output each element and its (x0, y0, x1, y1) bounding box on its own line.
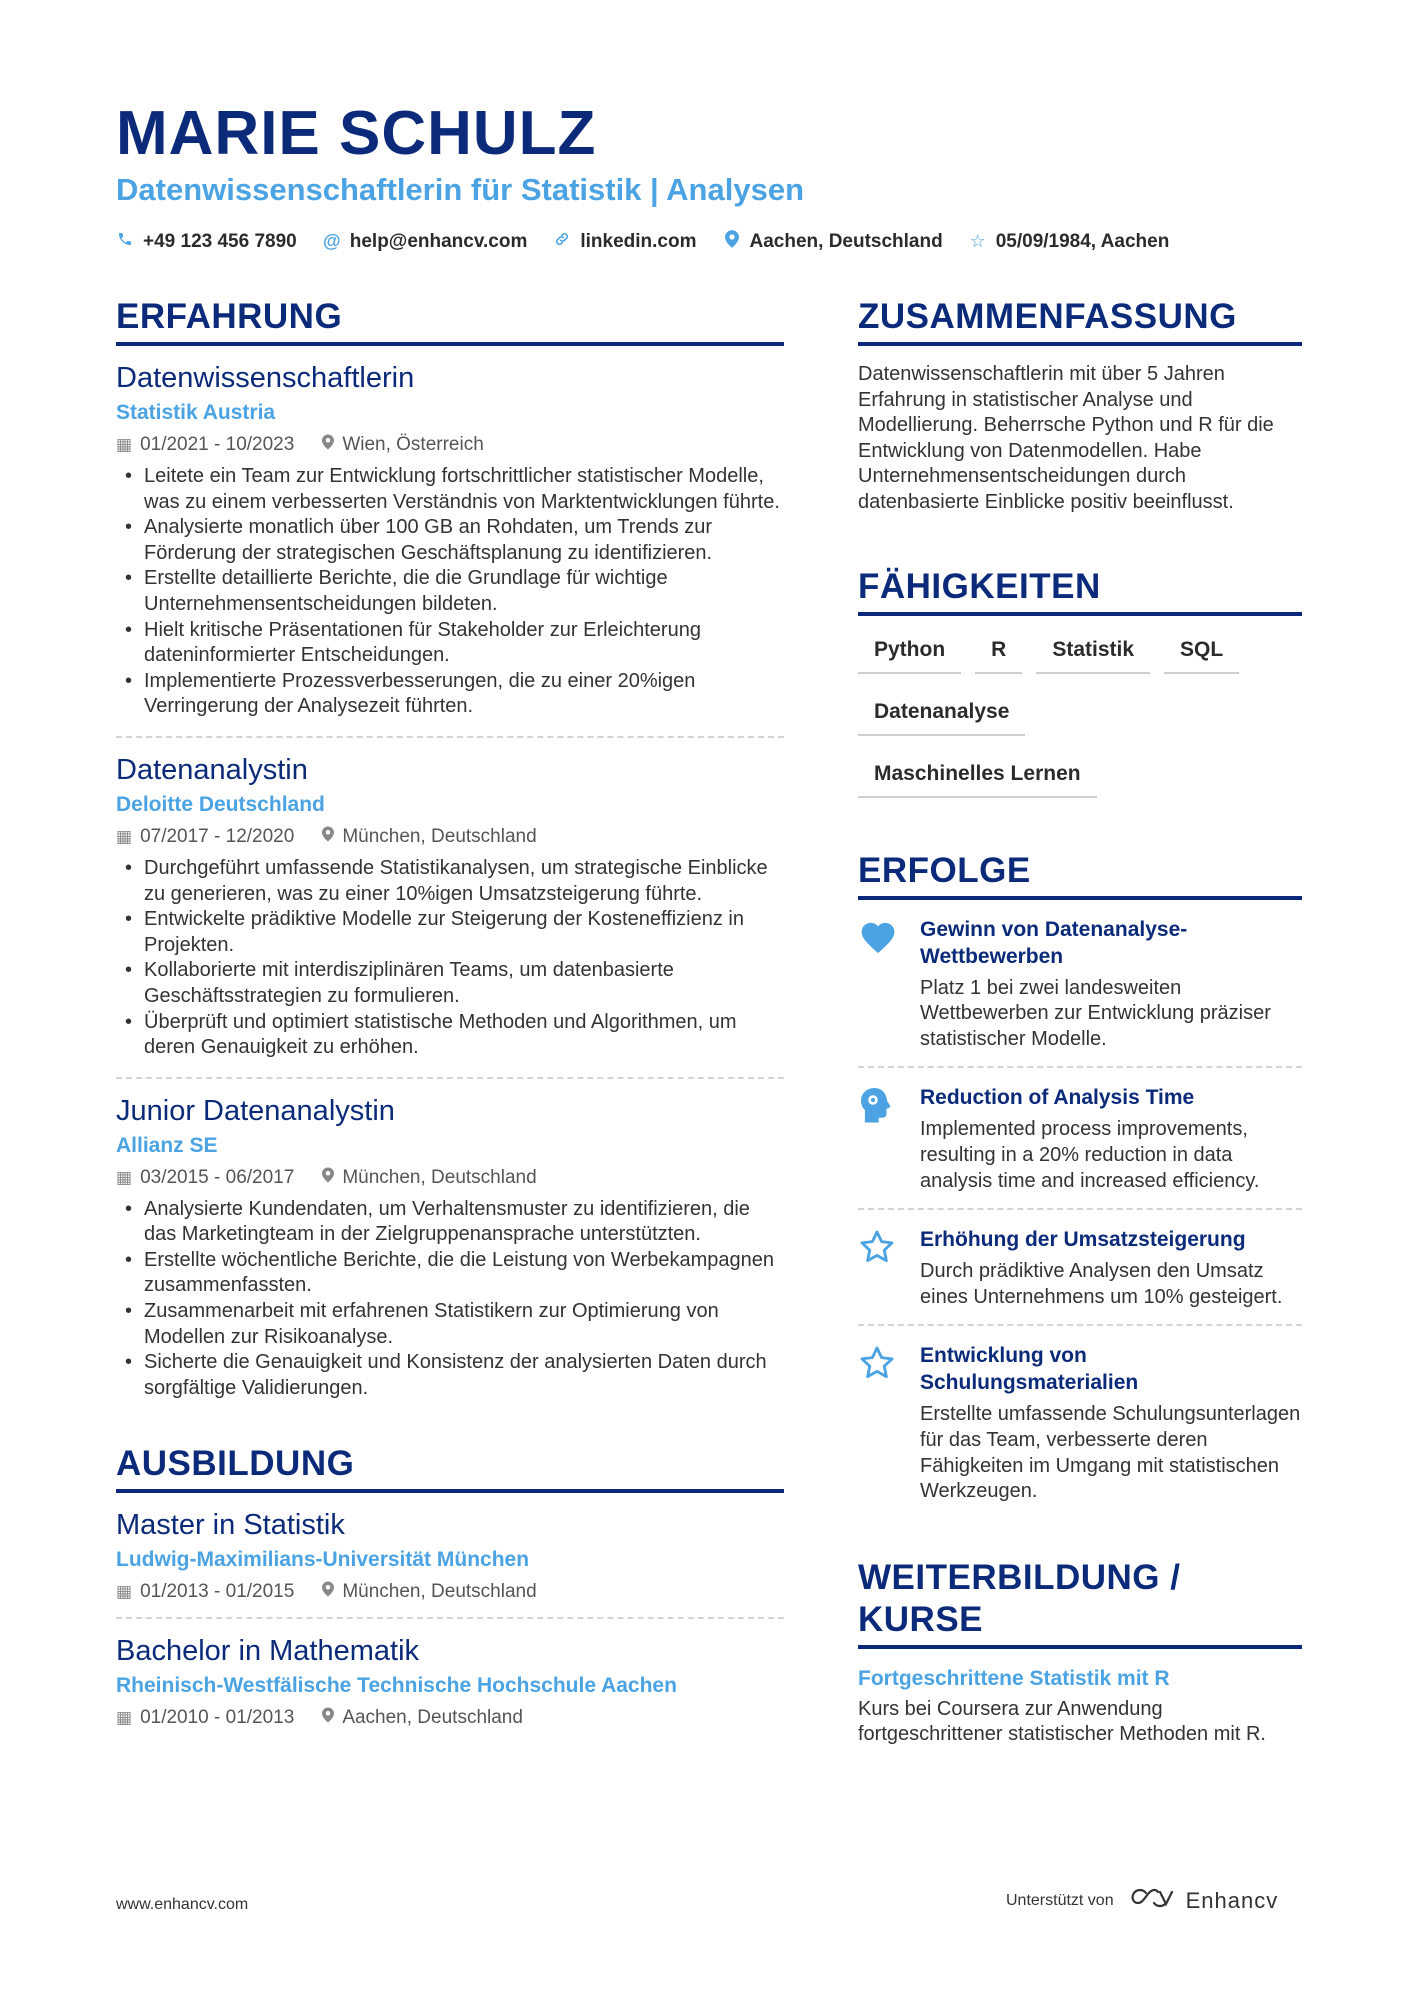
star-outline-icon (858, 1226, 902, 1310)
footer-website[interactable]: www.enhancv.com (116, 1896, 249, 1913)
star-icon: ☆ (969, 231, 986, 251)
achievement-desc: Platz 1 bei zwei landesweiten Wettbewerben zur Entwicklung präziser statistischer Modelle. (920, 976, 1271, 1050)
contact-bar (116, 230, 1169, 253)
heart-icon (858, 916, 902, 1053)
link-icon (553, 231, 571, 252)
enhancv-logo-icon (1126, 1886, 1174, 1915)
education-dates: 01/2010 - 01/2013 (140, 1707, 295, 1729)
location-pin-icon (322, 1705, 334, 1731)
experience-section-title: ERFAHRUNG (116, 296, 784, 346)
head-brain-icon (858, 1084, 902, 1194)
achievement-title: Gewinn von Datenanalyse-Wettbewerben (920, 917, 1188, 968)
job-location: München, Deutschland (342, 825, 537, 847)
achievement-desc: Implemented process improvements, resulting in a 20% reduction in data analysis time and increased efficiency. (920, 1118, 1260, 1192)
achievement-title: Reduction of Analysis Time (920, 1086, 1195, 1110)
education-entry (116, 1619, 784, 1743)
candidate-headline: Datenwissenschaftlerin für Statistik | Analysen (116, 172, 805, 207)
education-dates: 01/2013 - 01/2015 (140, 1581, 295, 1603)
achievement-desc: Durch prädiktive Analysen den Umsatz eines Unternehmens um 10% gesteigert. (920, 1260, 1283, 1308)
achievement-item (858, 1210, 1302, 1326)
star-outline-icon (858, 1342, 902, 1504)
education-location: Aachen, Deutschland (342, 1707, 523, 1729)
school-name: Ludwig-Maximilians-Universität München (116, 1548, 530, 1572)
bullet-item: • Entwickelte prädiktive Modelle zur Steigerung der Kosteneffizienz in Projekten. (116, 907, 784, 958)
achievement-item (858, 1068, 1302, 1210)
at-icon: @ (322, 231, 341, 251)
brand-name: Enhancv (1185, 1887, 1279, 1913)
bullet-item: • Erstellte wöchentliche Berichte, die die Leistung von Werbekampagnen zusammenfassten. (116, 1248, 784, 1299)
job-title: Datenanalystin (116, 753, 308, 786)
degree-title: Bachelor in Mathematik (116, 1635, 420, 1668)
location-pin-icon (322, 824, 334, 850)
calendar-icon: ▦ (116, 826, 133, 846)
course-title: Fortgeschrittene Statistik mit R (858, 1666, 1170, 1690)
education-location: München, Deutschland (342, 1581, 537, 1603)
bullet-item: • Analysierte monatlich über 100 GB an Rohdaten, um Trends zur Förderung der strategischen Geschäftsplanung zu identifizieren. (116, 515, 784, 566)
contact-email[interactable] (323, 230, 528, 253)
location-pin-icon (322, 1579, 334, 1605)
bullet-item: • Zusammenarbeit mit erfahrenen Statistikern zur Optimierung von Modellen zur Risikoanalyse. (116, 1299, 784, 1350)
summary-text: Datenwissenschaftlerin mit über 5 Jahren Erfahrung in statistischer Analyse und Modellierung. Beherrsche Python und R für die Entwicklung von Datenmodellen. Habe Unternehmensentscheidungen durch datenbasierte Einblicke positiv beeinflusst. (858, 363, 1274, 513)
achievements-section-title: ERFOLGE (858, 850, 1302, 900)
right-column (858, 296, 1302, 1748)
job-bullets (116, 1197, 784, 1402)
calendar-icon: ▦ (116, 1582, 133, 1602)
contact-linkedin[interactable] (553, 230, 696, 253)
skill-tag: R (975, 634, 1022, 674)
experience-entry (116, 1079, 784, 1418)
skills-section-title: FÄHIGKEITEN (858, 566, 1302, 616)
job-dates: 01/2021 - 10/2023 (140, 434, 295, 455)
calendar-icon: ▦ (116, 1708, 133, 1728)
contact-phone[interactable] (116, 230, 297, 253)
contact-birth-text: 05/09/1984, Aachen (995, 230, 1170, 252)
bullet-item: • Implementierte Prozessverbesserungen, die zu einer 20%igen Verringerung der Analysezeit führten. (116, 669, 784, 720)
job-title: Junior Datenanalystin (116, 1094, 395, 1127)
skill-tag: Statistik (1036, 634, 1150, 674)
skill-tag: Datenanalyse (858, 696, 1025, 736)
company-name: Statistik Austria (116, 401, 276, 424)
location-pin-icon (322, 432, 334, 458)
bullet-item: • Analysierte Kundendaten, um Verhaltensmuster zu identifizieren, die das Marketingteam in der Zielgruppenansprache unterstützten. (116, 1197, 784, 1248)
contact-linkedin-text: linkedin.com (580, 230, 697, 252)
contact-phone-text: +49 123 456 7890 (143, 230, 297, 252)
course-desc: Kurs bei Coursera zur Anwendung fortgeschrittener statistischer Methoden mit R. (858, 1697, 1266, 1746)
school-name: Rheinisch-Westfälische Technische Hochschule Aachen (116, 1674, 677, 1698)
bullet-item: • Überprüft und optimiert statistische Methoden und Algorithmen, um deren Genauigkeit zu erhöhen. (116, 1010, 784, 1061)
courses-section-title: WEITERBILDUNG / KURSE (858, 1557, 1302, 1649)
company-name: Allianz SE (116, 1133, 218, 1157)
education-section-title: AUSBILDUNG (116, 1443, 784, 1493)
footer-branding (1006, 1886, 1278, 1915)
job-meta (116, 1165, 784, 1191)
job-bullets (116, 856, 784, 1061)
location-pin-icon (322, 1165, 334, 1191)
job-meta (116, 824, 784, 850)
bullet-item: • Kollaborierte mit interdisziplinären Teams, um datenbasierte Geschäftsstrategien zu formulieren. (116, 958, 784, 1009)
achievement-title: Entwicklung von Schulungsmaterialien (920, 1344, 1139, 1395)
bullet-item: • Erstellte detaillierte Berichte, die die Grundlage für wichtige Unternehmensentscheidungen bildeten. (116, 566, 784, 617)
bullet-item: • Leitete ein Team zur Entwicklung fortschrittlicher statistischer Modelle, was zu einem verbesserten Verständnis von Marktentwicklungen führte. (116, 464, 784, 515)
job-meta (116, 432, 784, 458)
phone-icon (116, 231, 134, 252)
contact-location-text: Aachen, Deutschland (749, 230, 943, 252)
job-bullets (116, 464, 784, 720)
powered-by-text: Unterstützt von (1006, 1891, 1114, 1909)
contact-email-text: help@enhancv.com (349, 230, 528, 252)
bullet-item: • Hielt kritische Präsentationen für Stakeholder zur Erleichterung dateninformierter Entscheidungen. (116, 618, 784, 669)
achievement-item (858, 1326, 1302, 1518)
location-pin-icon (723, 230, 741, 253)
experience-entry (116, 738, 784, 1079)
experience-entry (116, 346, 784, 738)
bullet-item: • Sicherte die Genauigkeit und Konsistenz der analysierten Daten durch sorgfältige Validierungen. (116, 1350, 784, 1401)
summary-section-title: ZUSAMMENFASSUNG (858, 296, 1302, 346)
achievement-desc: Erstellte umfassende Schulungsunterlagen für das Team, verbesserte deren Fähigkeiten im Umgang mit statistischen Werkzeugen. (920, 1403, 1301, 1503)
company-name: Deloitte Deutschland (116, 792, 325, 816)
education-meta (116, 1579, 784, 1605)
job-dates: 03/2015 - 06/2017 (140, 1166, 295, 1188)
achievement-title: Erhöhung der Umsatzsteigerung (920, 1228, 1246, 1252)
achievement-item (858, 900, 1302, 1069)
education-entry (116, 1493, 784, 1619)
bullet-item: • Durchgeführt umfassende Statistikanalysen, um strategische Einblicke zu generieren, was zu einer 10%igen Umsatzsteigerung führte. (116, 856, 784, 907)
left-column (116, 296, 784, 1743)
contact-location (723, 230, 943, 253)
job-location: Wien, Österreich (342, 434, 484, 455)
job-location: München, Deutschland (342, 1166, 537, 1188)
contact-birth (969, 230, 1170, 253)
job-dates: 07/2017 - 12/2020 (140, 825, 295, 847)
degree-title: Master in Statistik (116, 1509, 345, 1542)
skill-tag: Maschinelles Lernen (858, 758, 1097, 798)
job-title: Datenwissenschaftlerin (116, 362, 415, 394)
calendar-icon: ▦ (116, 1167, 133, 1187)
skills-list (858, 634, 1302, 798)
calendar-icon: ▦ (116, 435, 133, 454)
skill-tag: SQL (1164, 634, 1239, 674)
education-meta (116, 1705, 784, 1731)
candidate-name: MARIE SCHULZ (116, 99, 597, 168)
skill-tag: Python (858, 634, 961, 674)
